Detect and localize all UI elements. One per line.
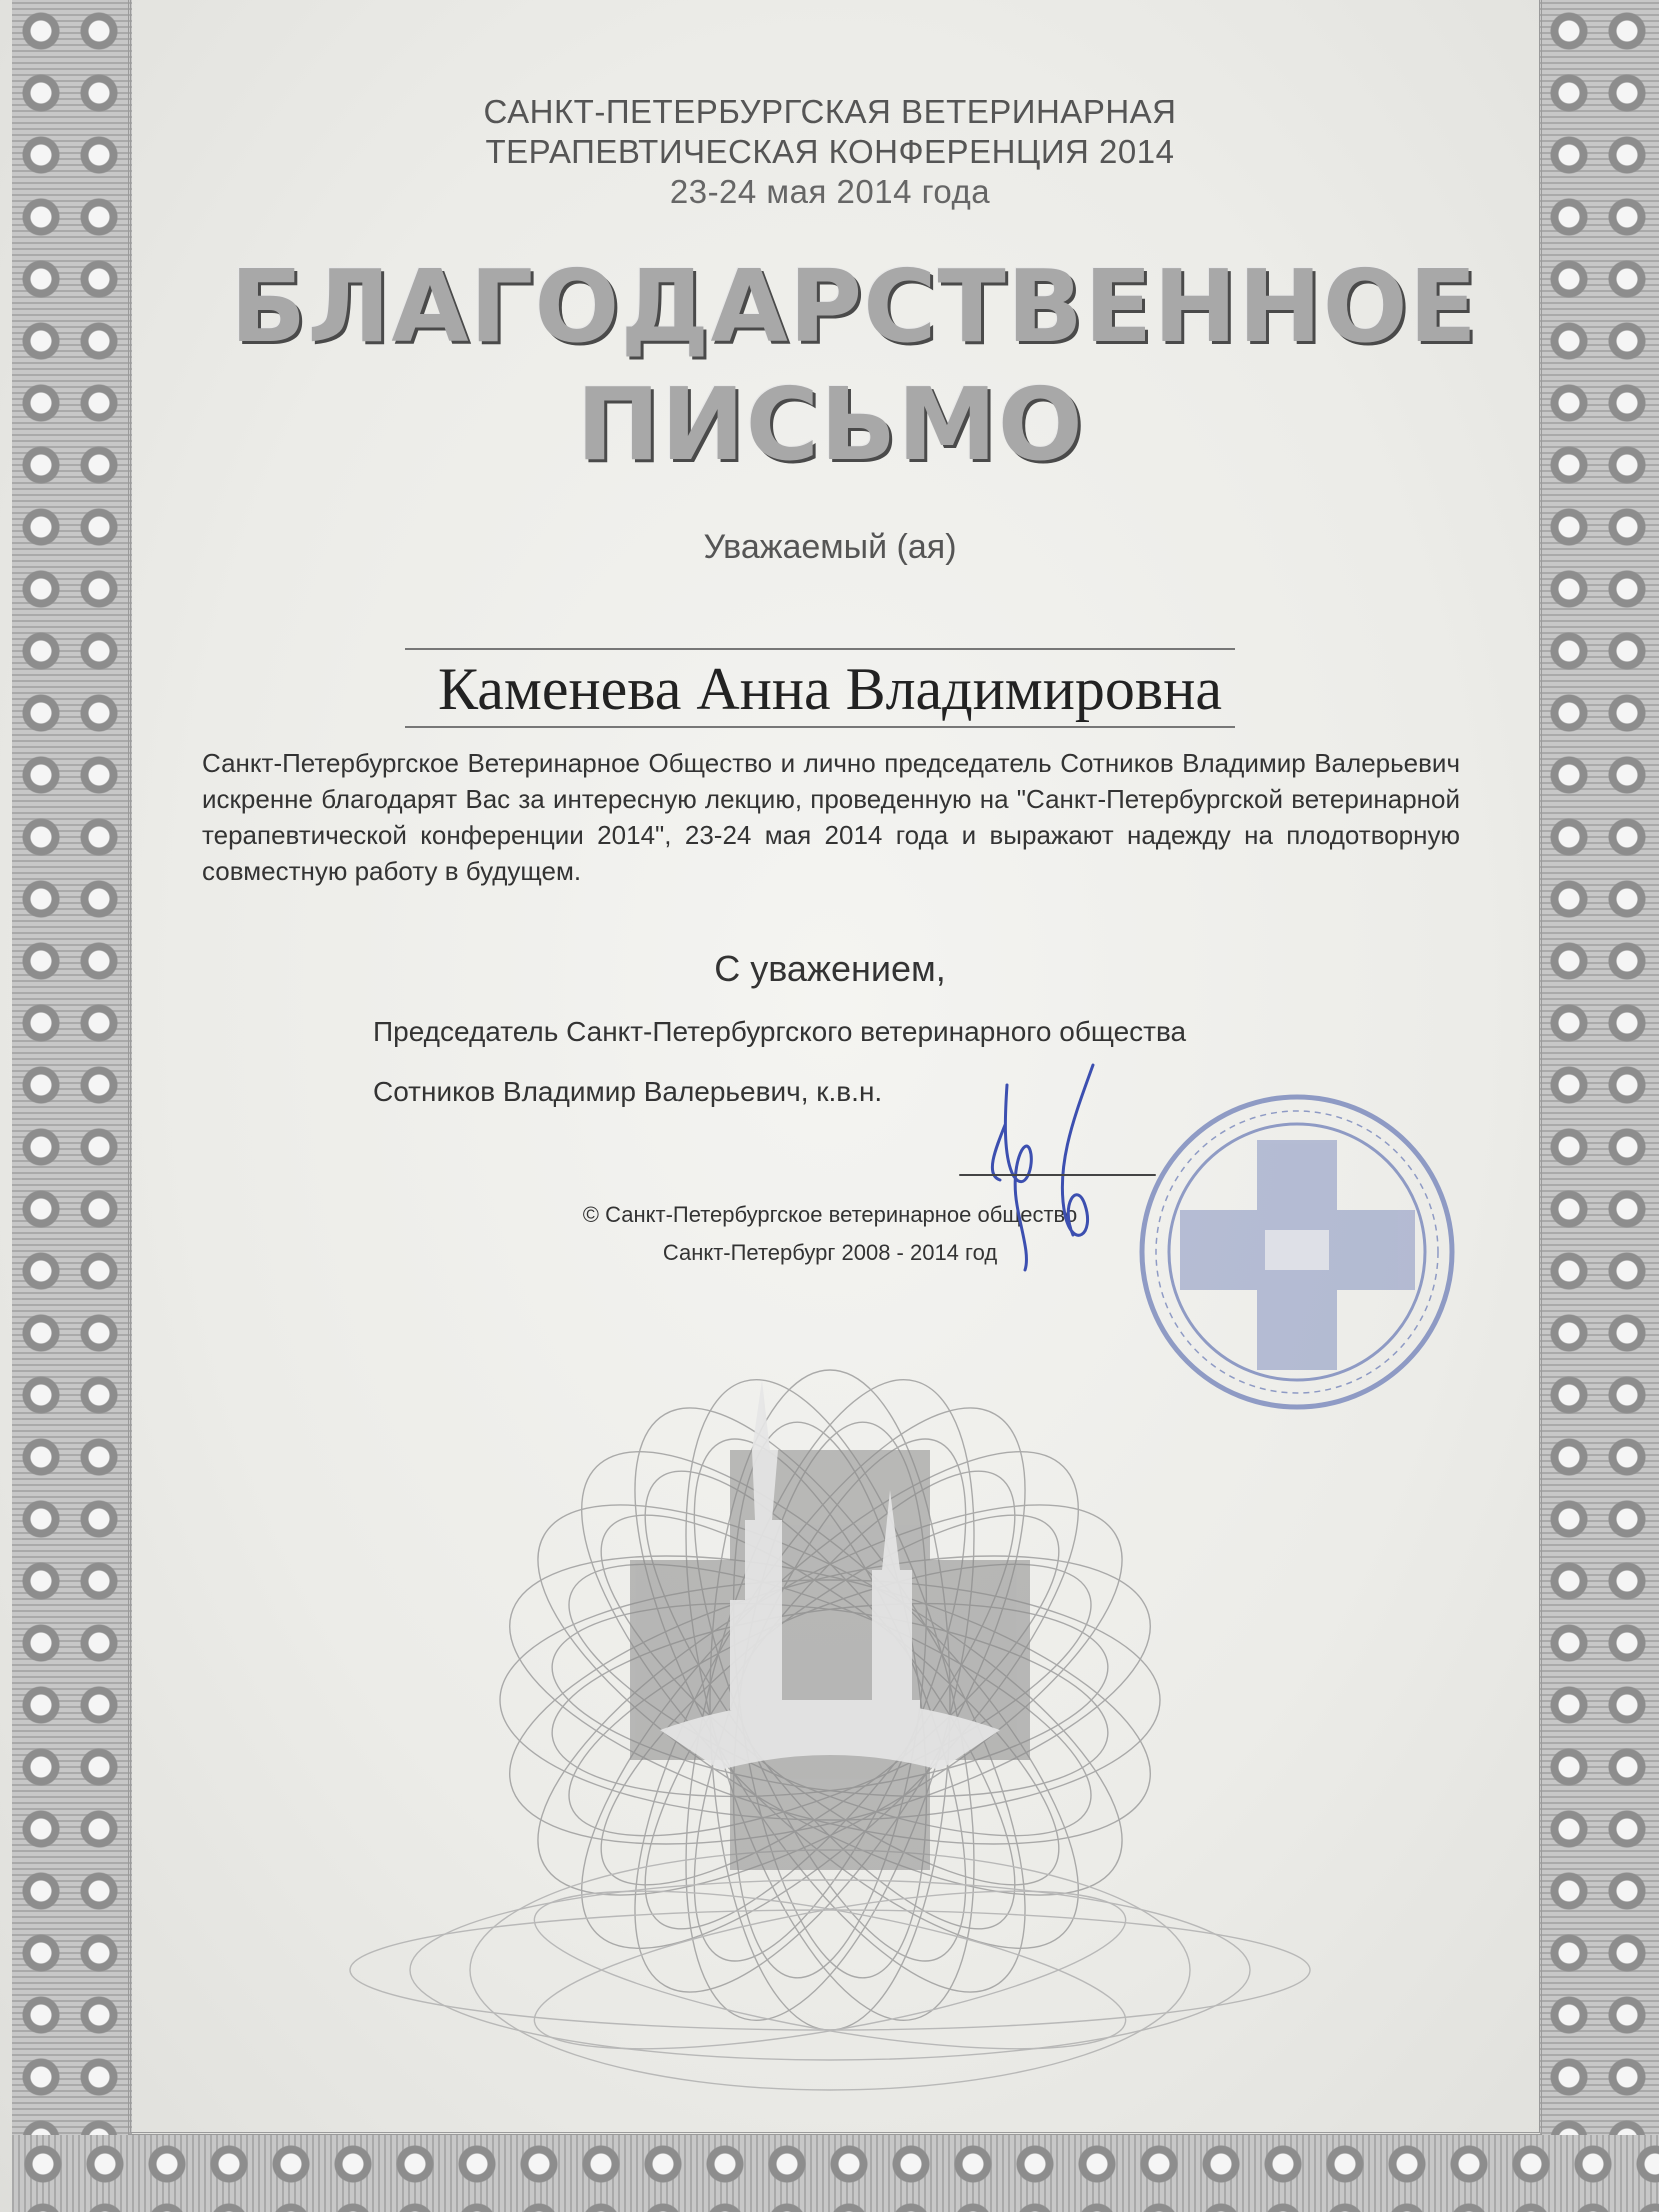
conference-title-line2: ТЕРАПЕВТИЧЕСКАЯ КОНФЕРЕНЦИЯ 2014: [485, 133, 1175, 170]
conference-title-line1: САНКТ-ПЕТЕРБУРГСКАЯ ВЕТЕРИНАРНАЯ: [483, 93, 1177, 130]
salutation: Уважаемый (ая): [703, 528, 957, 566]
footer-place-years: Санкт-Петербург 2008 - 2014 год: [662, 1240, 998, 1265]
document-title: [230, 248, 1478, 484]
ornamental-border-left: [12, 0, 132, 2212]
name-line-bottom: [405, 726, 1235, 728]
recipient-name: Каменева Анна Владимировна: [438, 656, 1222, 722]
signer-name: Сотников Владимир Валерьевич, к.в.н.: [373, 1076, 883, 1107]
document-title-line1: БЛАГОДАРСТВЕННОЕ: [230, 248, 1478, 365]
official-stamp: [1135, 1090, 1460, 1415]
ornamental-border-right: [1540, 0, 1659, 2212]
ornamental-border-bottom: [12, 2135, 1659, 2212]
name-line-top: [405, 648, 1235, 650]
conference-header: [300, 92, 1360, 212]
conference-dates: 23-24 мая 2014 года: [669, 173, 991, 210]
regards: С уважением,: [714, 948, 946, 989]
gratitude-text: Санкт-Петербургское Ветеринарное Общество и лично председатель Сотников Владимир Валерьевич искренне благодарят Вас за интересную лекцию, проведенную на "Санкт-Петербургской ветеринарной терапевтической конференции 2014", 23-24 мая 2014 года и выражают надежду на плодотворную совместную работу в будущем.: [202, 748, 1460, 886]
document-title-line2: ПИСЬМО: [576, 366, 1084, 483]
footer-copyright: © Санкт-Петербургское ветеринарное общество: [582, 1202, 1078, 1227]
signer-position: Председатель Санкт-Петербургского ветеринарного общества: [373, 1016, 1187, 1047]
